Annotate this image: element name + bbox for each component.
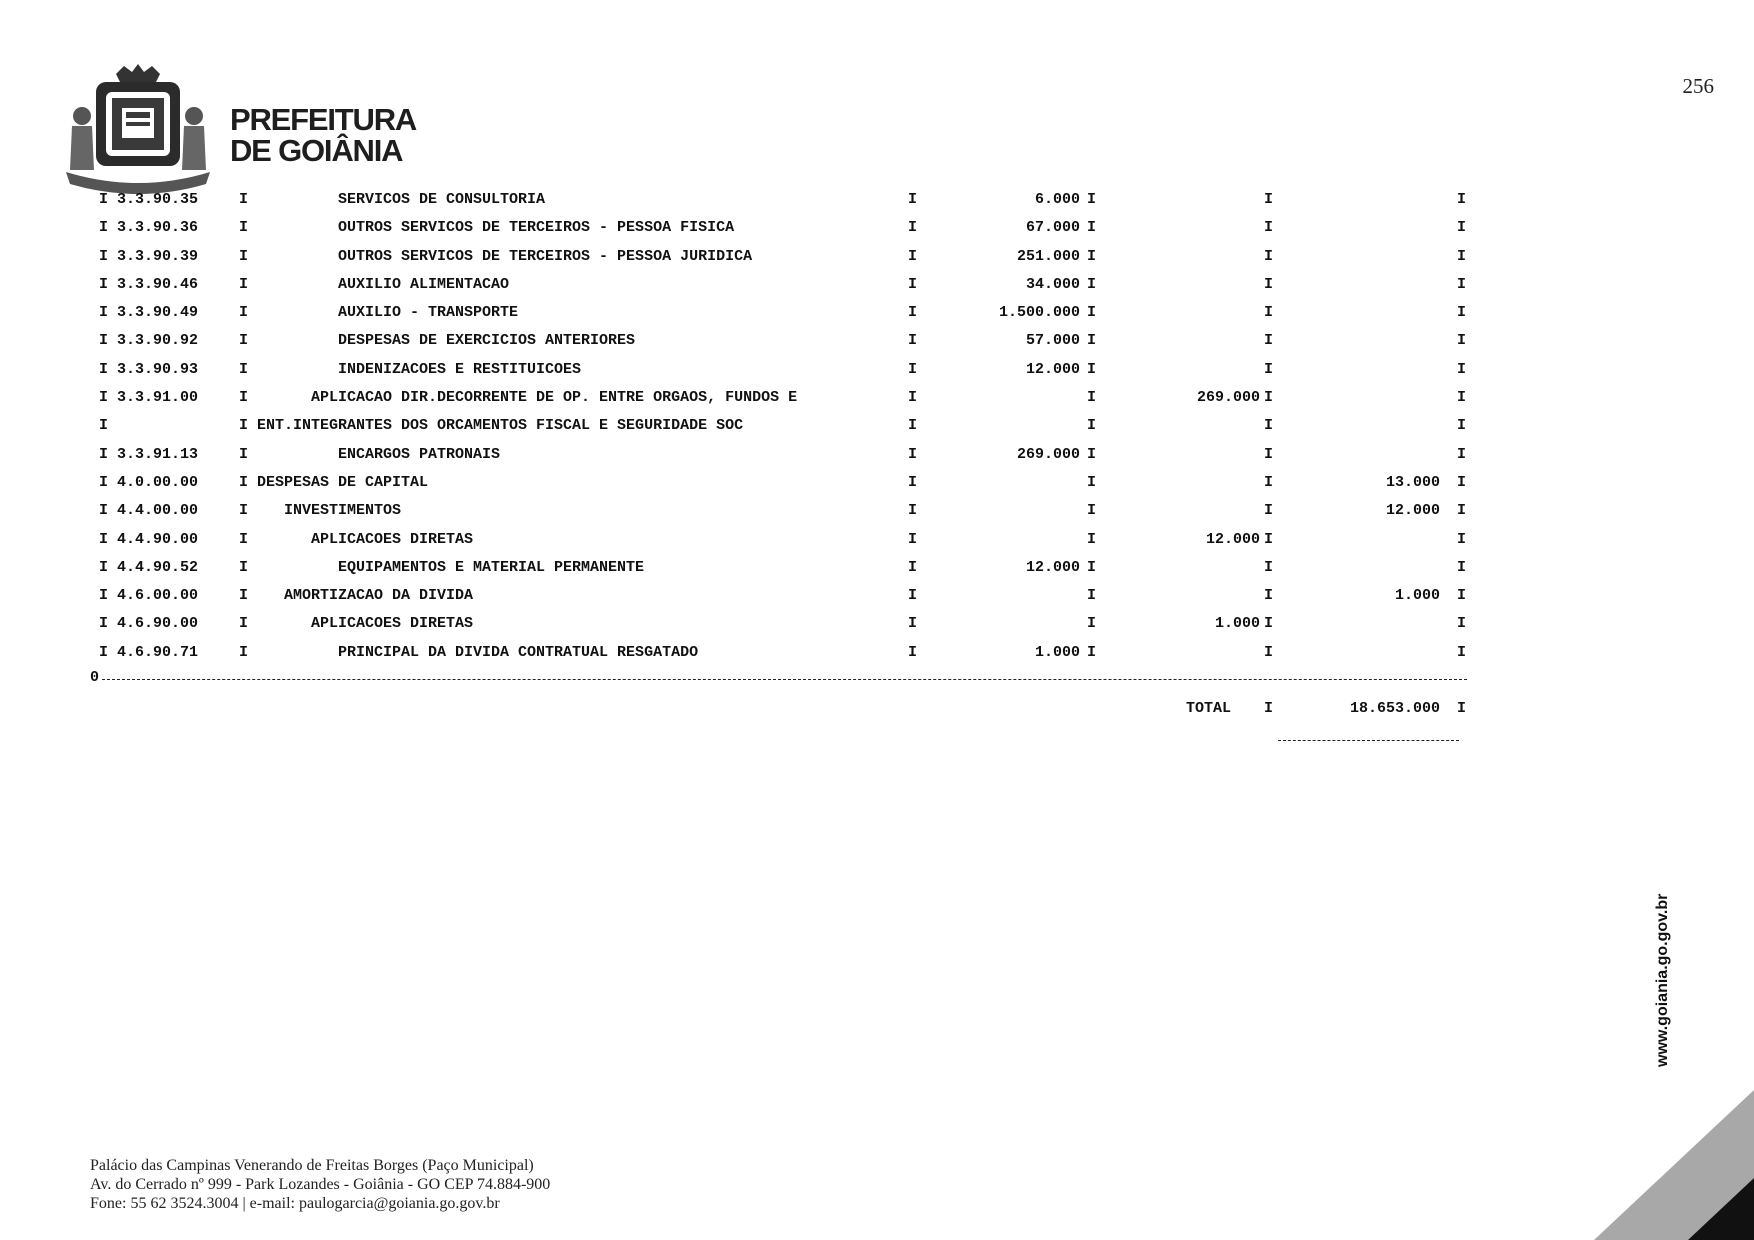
column-separator: I [908, 247, 918, 265]
divider-line [102, 679, 1467, 680]
column-separator: I [1264, 502, 1274, 520]
column-separator: I [1087, 332, 1097, 350]
account-code: 4.4.00.00 [117, 502, 199, 520]
column-separator: I [908, 332, 918, 350]
column-separator: I [908, 389, 918, 407]
column-separator: I [239, 502, 249, 520]
account-code: 3.3.90.35 [117, 191, 199, 208]
column-separator: I [1264, 304, 1274, 322]
brand-name [230, 104, 416, 166]
column-separator: I [1087, 615, 1097, 633]
column-separator: I [239, 247, 249, 265]
column-separator: I [99, 615, 109, 633]
column-separator: I [1457, 219, 1467, 237]
account-description: INDENIZACOES E RESTITUICOES [257, 360, 582, 378]
column-separator: I [1087, 389, 1097, 407]
total-underline [1278, 740, 1459, 741]
column-separator: I [239, 615, 249, 633]
column-separator: I [1087, 473, 1097, 491]
account-code: 4.6.00.00 [117, 587, 199, 605]
total-value: 18.653.000 [1349, 700, 1440, 718]
table-row [0, 612, 1500, 640]
column-separator: I [1264, 473, 1274, 491]
column-separator: I [1087, 247, 1097, 265]
column-separator: I [99, 502, 109, 520]
column-separator: I [1087, 587, 1097, 605]
column-separator: I [239, 332, 249, 350]
column-separator: I [99, 530, 109, 548]
column-separator: I [908, 219, 918, 237]
table-row [0, 188, 1500, 216]
column-separator: I [1457, 615, 1467, 633]
account-description: OUTROS SERVICOS DE TERCEIROS - PESSOA JURIDICA [257, 247, 753, 265]
column-separator: I [1264, 360, 1274, 378]
coat-of-arms-icon [58, 60, 218, 200]
column-separator: I [1457, 389, 1467, 407]
account-description: SERVICOS DE CONSULTORIA [257, 191, 546, 208]
divider-start: 0 [90, 669, 100, 687]
column-separator: I [908, 275, 918, 293]
column-separator: I [1457, 445, 1467, 463]
account-description: INVESTIMENTOS [257, 502, 402, 520]
column-separator: I [1457, 332, 1467, 350]
column-separator: I [1457, 417, 1467, 435]
column-separator: I [1457, 643, 1467, 661]
column-separator: I [99, 558, 109, 576]
column-separator: I [1087, 417, 1097, 435]
column-separator: I [1087, 558, 1097, 576]
column-separator: I [1457, 587, 1467, 605]
column-separator: I [1457, 360, 1467, 378]
total-separator: I [1264, 700, 1274, 718]
column-separator: I [1087, 530, 1097, 548]
table-row [0, 301, 1500, 329]
column-separator: I [239, 191, 249, 208]
table-row [0, 245, 1500, 273]
column-separator: I [1264, 275, 1274, 293]
column-separator: I [99, 332, 109, 350]
account-description: APLICACOES DIRETAS [257, 615, 474, 633]
column-separator: I [908, 558, 918, 576]
column-separator: I [239, 219, 249, 237]
amount-cell: 251.000 [1016, 247, 1080, 265]
account-description: OUTROS SERVICOS DE TERCEIROS - PESSOA FISICA [257, 219, 735, 237]
column-separator: I [908, 615, 918, 633]
column-separator: I [99, 389, 109, 407]
column-separator: I [239, 389, 249, 407]
footer-address [90, 1156, 550, 1213]
column-separator: I [239, 558, 249, 576]
column-separator: I [239, 304, 249, 322]
column-separator: I [239, 417, 249, 435]
column-separator: I [1457, 530, 1467, 548]
account-description: APLICACOES DIRETAS [257, 530, 474, 548]
column-separator: I [239, 643, 249, 661]
footer-line: Palácio das Campinas Venerando de Freitas Borges (Paço Municipal) [90, 1157, 534, 1174]
table-row [0, 216, 1500, 244]
table-row [0, 414, 1500, 442]
column-separator: I [1087, 502, 1097, 520]
account-code: 3.3.90.46 [117, 275, 199, 293]
column-separator: I [1087, 275, 1097, 293]
account-code: 4.4.90.52 [117, 558, 199, 576]
account-code: 3.3.90.39 [117, 247, 199, 265]
amount-cell: 57.000 [1025, 332, 1080, 350]
column-separator: I [1087, 219, 1097, 237]
column-separator: I [99, 587, 109, 605]
website-url: www.goiania.go.gov.br [1654, 893, 1671, 1067]
column-separator: I [1264, 332, 1274, 350]
corner-decoration [1594, 1090, 1754, 1240]
column-separator: I [908, 530, 918, 548]
amount-cell: 1.000 [1214, 615, 1260, 633]
column-separator: I [1087, 191, 1097, 208]
table-row [0, 471, 1500, 499]
total-row [0, 697, 1500, 727]
column-separator: I [908, 643, 918, 661]
column-separator: I [239, 530, 249, 548]
column-separator: I [1264, 219, 1274, 237]
amount-cell: 1.000 [1394, 587, 1440, 605]
account-code: 3.3.91.13 [117, 445, 199, 463]
column-separator: I [1457, 275, 1467, 293]
column-separator: I [239, 587, 249, 605]
column-separator: I [1457, 304, 1467, 322]
account-code: 3.3.90.93 [117, 360, 199, 378]
table-row [0, 528, 1500, 556]
page-number: 256 [1682, 74, 1714, 98]
table-row [0, 556, 1500, 584]
amount-cell: 13.000 [1385, 473, 1440, 491]
table-row [0, 386, 1500, 414]
table-row [0, 584, 1500, 612]
column-separator: I [908, 191, 918, 208]
amount-cell: 12.000 [1205, 530, 1260, 548]
budget-report [0, 188, 1500, 727]
column-separator: I [99, 445, 109, 463]
account-code: 3.3.91.00 [117, 389, 199, 407]
column-separator: I [1264, 643, 1274, 661]
account-code: 3.3.90.92 [117, 332, 199, 350]
column-separator: I [1264, 445, 1274, 463]
amount-cell: 1.000 [1034, 643, 1080, 661]
column-separator: I [1264, 558, 1274, 576]
column-separator: I [99, 247, 109, 265]
column-separator: I [1264, 191, 1274, 208]
column-separator: I [99, 473, 109, 491]
column-separator: I [908, 417, 918, 435]
column-separator: I [1087, 360, 1097, 378]
header-logo [58, 60, 438, 200]
column-separator: I [908, 587, 918, 605]
account-code: 4.4.90.00 [117, 530, 199, 548]
brand-line-2: DE GOIÂNIA [230, 133, 403, 168]
account-code: 4.6.90.71 [117, 643, 199, 661]
column-separator: I [908, 445, 918, 463]
account-description: AMORTIZACAO DA DIVIDA [257, 587, 474, 605]
column-separator: I [99, 417, 109, 435]
table-row [0, 358, 1500, 386]
account-description: DESPESAS DE CAPITAL [257, 473, 429, 491]
column-separator: I [239, 275, 249, 293]
column-separator: I [1457, 191, 1467, 208]
brand-line-1: PREFEITURA [230, 102, 417, 137]
amount-cell: 12.000 [1025, 360, 1080, 378]
column-separator: I [1087, 643, 1097, 661]
column-separator: I [1457, 473, 1467, 491]
table-row [0, 443, 1500, 471]
amount-cell: 1.500.000 [998, 304, 1080, 322]
amount-cell: 6.000 [1034, 191, 1080, 208]
column-separator: I [1264, 587, 1274, 605]
column-separator: I [908, 473, 918, 491]
column-separator: I [99, 275, 109, 293]
column-separator: I [1264, 247, 1274, 265]
account-description: AUXILIO - TRANSPORTE [257, 304, 519, 322]
table-row [0, 499, 1500, 527]
account-code: 4.0.00.00 [117, 473, 199, 491]
column-separator: I [239, 473, 249, 491]
column-separator: I [908, 502, 918, 520]
account-code: 4.6.90.00 [117, 615, 199, 633]
account-description: AUXILIO ALIMENTACAO [257, 275, 510, 293]
report-divider [0, 669, 1500, 697]
column-separator: I [239, 360, 249, 378]
table-row [0, 641, 1500, 669]
account-description: EQUIPAMENTOS E MATERIAL PERMANENTE [257, 558, 645, 576]
table-row [0, 273, 1500, 301]
column-separator: I [1264, 530, 1274, 548]
column-separator: I [1087, 445, 1097, 463]
account-description: APLICACAO DIR.DECORRENTE DE OP. ENTRE ORGAOS, FUNDOS E [257, 389, 798, 407]
footer-line: Av. do Cerrado nº 999 - Park Lozandes - Goiânia - GO CEP 74.884-900 [90, 1176, 551, 1193]
column-separator: I [908, 304, 918, 322]
column-separator: I [99, 304, 109, 322]
column-separator: I [1457, 558, 1467, 576]
column-separator: I [1087, 304, 1097, 322]
column-separator: I [1264, 615, 1274, 633]
column-separator: I [99, 191, 109, 208]
column-separator: I [239, 445, 249, 463]
column-separator: I [1457, 247, 1467, 265]
amount-cell: 67.000 [1025, 219, 1080, 237]
amount-cell: 269.000 [1016, 445, 1080, 463]
account-code: 3.3.90.36 [117, 219, 199, 237]
column-separator: I [99, 360, 109, 378]
footer-line: Fone: 55 62 3524.3004 | e-mail: paulogarcia@goiania.go.gov.br [90, 1195, 500, 1212]
amount-cell: 269.000 [1196, 389, 1260, 407]
table-row [0, 329, 1500, 357]
amount-cell: 12.000 [1385, 502, 1440, 520]
column-separator: I [99, 643, 109, 661]
account-description: PRINCIPAL DA DIVIDA CONTRATUAL RESGATADO [257, 643, 699, 661]
account-description: DESPESAS DE EXERCICIOS ANTERIORES [257, 332, 636, 350]
account-code: 3.3.90.49 [117, 304, 199, 322]
column-separator: I [908, 360, 918, 378]
column-separator: I [1457, 502, 1467, 520]
account-description: ENCARGOS PATRONAIS [257, 445, 501, 463]
total-label: TOTAL [1186, 700, 1232, 718]
total-separator: I [1457, 700, 1467, 718]
column-separator: I [99, 219, 109, 237]
report-rows [0, 188, 1500, 669]
amount-cell: 12.000 [1025, 558, 1080, 576]
account-description: ENT.INTEGRANTES DOS ORCAMENTOS FISCAL E SEGURIDADE SOC [257, 417, 744, 435]
column-separator: I [1264, 389, 1274, 407]
column-separator: I [1264, 417, 1274, 435]
amount-cell: 34.000 [1025, 275, 1080, 293]
